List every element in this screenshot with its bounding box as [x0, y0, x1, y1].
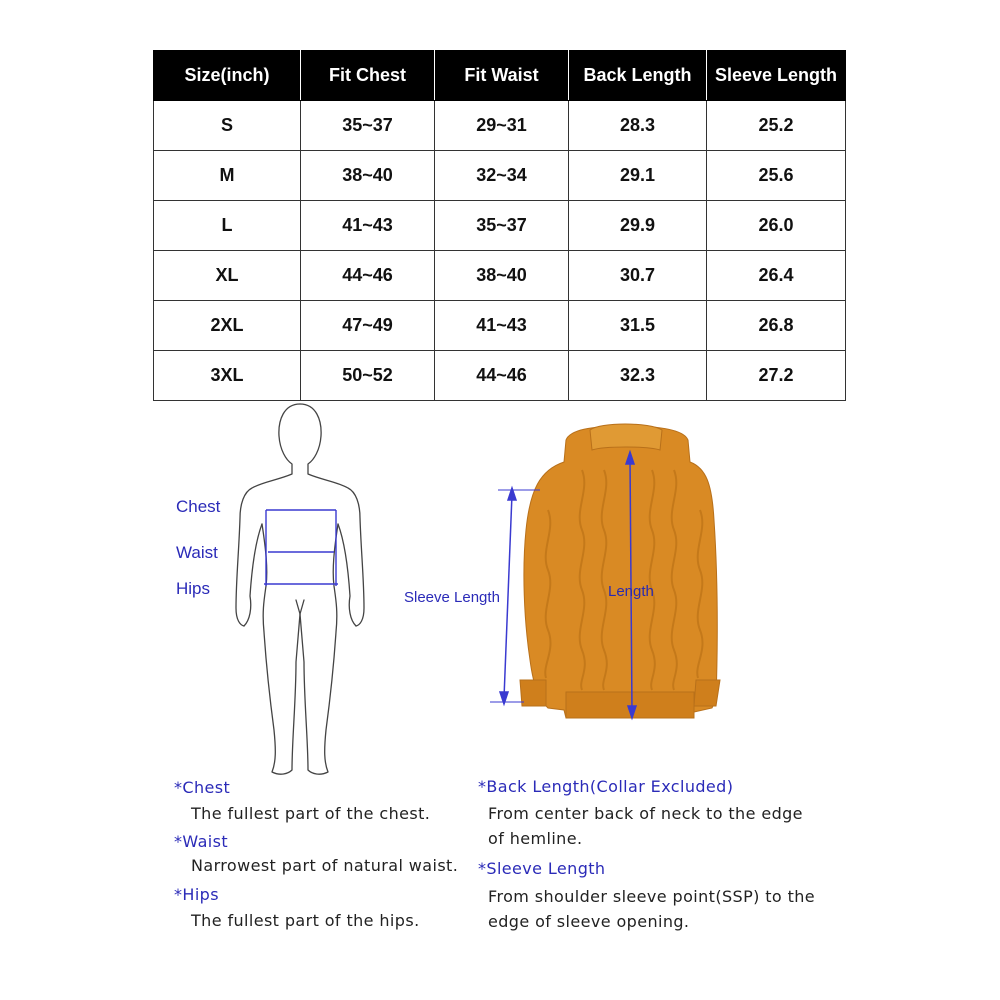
body-right-contour: [300, 404, 364, 626]
left-leg-contour: [262, 524, 300, 774]
header-fit-waist: Fit Waist: [435, 51, 569, 101]
sleeve-length-def-desc-1: From shoulder sleeve point(SSP) to the: [488, 887, 816, 906]
cell-back-length: 30.7: [569, 251, 707, 301]
cell-sleeve-length: 27.2: [707, 351, 846, 401]
sleeve-length-label: Sleeve Length: [404, 589, 500, 606]
cell-sleeve-length: 26.0: [707, 201, 846, 251]
back-length-def-title: *Back Length(Collar Excluded): [478, 777, 734, 796]
table-row: [154, 151, 846, 201]
sweater-collar: [590, 424, 662, 450]
right-arm-inner: [338, 524, 356, 626]
cell-fit-chest: 41~43: [301, 201, 435, 251]
sleeve-arrow-line: [504, 494, 512, 698]
table-row: [154, 101, 846, 151]
hips-label: Hips: [176, 579, 211, 598]
cell-fit-chest: 38~40: [301, 151, 435, 201]
cell-fit-chest: 44~46: [301, 251, 435, 301]
size-chart-table: [153, 50, 846, 401]
cell-fit-chest: 35~37: [301, 101, 435, 151]
cell-sleeve-length: 25.6: [707, 151, 846, 201]
hips-def-desc: The fullest part of the hips.: [191, 911, 420, 930]
cell-fit-chest: 50~52: [301, 351, 435, 401]
table-row: [154, 201, 846, 251]
header-size: Size(inch): [154, 51, 301, 101]
header-sleeve-length: Sleeve Length: [707, 51, 846, 101]
cell-size: XL: [154, 251, 301, 301]
cell-back-length: 32.3: [569, 351, 707, 401]
cell-size: M: [154, 151, 301, 201]
cell-back-length: 31.5: [569, 301, 707, 351]
cell-size: 2XL: [154, 301, 301, 351]
cell-fit-waist: 38~40: [435, 251, 569, 301]
hips-def-title: *Hips: [174, 885, 219, 904]
cell-fit-chest: 47~49: [301, 301, 435, 351]
header-fit-chest: Fit Chest: [301, 51, 435, 101]
cell-size: L: [154, 201, 301, 251]
garment-definitions: [478, 777, 815, 934]
measurement-figures: [0, 400, 1000, 780]
back-length-def-desc-2: of hemline.: [488, 829, 583, 848]
waist-label: Waist: [176, 543, 218, 562]
cell-fit-waist: 32~34: [435, 151, 569, 201]
body-measure-lines: [264, 510, 338, 586]
header-back-length: Back Length: [569, 51, 707, 101]
cell-size: 3XL: [154, 351, 301, 401]
cell-fit-waist: 44~46: [435, 351, 569, 401]
right-cuff: [694, 680, 720, 706]
sweater-figure: [520, 424, 720, 718]
cell-back-length: 29.1: [569, 151, 707, 201]
sleeve-length-def-desc-2: edge of sleeve opening.: [488, 912, 690, 931]
chest-def-desc: The fullest part of the chest.: [191, 804, 431, 823]
cell-fit-waist: 29~31: [435, 101, 569, 151]
table-row: [154, 251, 846, 301]
body-definitions: [174, 778, 458, 933]
cell-fit-waist: 35~37: [435, 201, 569, 251]
sweater-body: [524, 426, 717, 718]
cell-back-length: 29.9: [569, 201, 707, 251]
cell-sleeve-length: 26.4: [707, 251, 846, 301]
cell-back-length: 28.3: [569, 101, 707, 151]
body-left-contour: [236, 404, 300, 626]
table-row: [154, 301, 846, 351]
right-leg-contour: [300, 524, 338, 774]
cell-sleeve-length: 26.8: [707, 301, 846, 351]
left-arm-inner: [244, 524, 262, 626]
back-length-def-desc-1: From center back of neck to the edge: [488, 804, 803, 823]
cell-size: S: [154, 101, 301, 151]
chest-label: Chest: [176, 497, 221, 516]
table-header-row: [154, 51, 846, 101]
figures-svg: [0, 400, 1000, 780]
waist-def-title: *Waist: [174, 832, 229, 851]
length-label: Length: [608, 583, 654, 600]
body-outline-figure: [236, 404, 364, 774]
crotch-line: [296, 600, 304, 614]
chest-def-title: *Chest: [174, 778, 231, 797]
waist-def-desc: Narrowest part of natural waist.: [191, 856, 459, 875]
sleeve-length-def-title: *Sleeve Length: [478, 859, 606, 878]
table-row: [154, 351, 846, 401]
cell-sleeve-length: 25.2: [707, 101, 846, 151]
cell-fit-waist: 41~43: [435, 301, 569, 351]
